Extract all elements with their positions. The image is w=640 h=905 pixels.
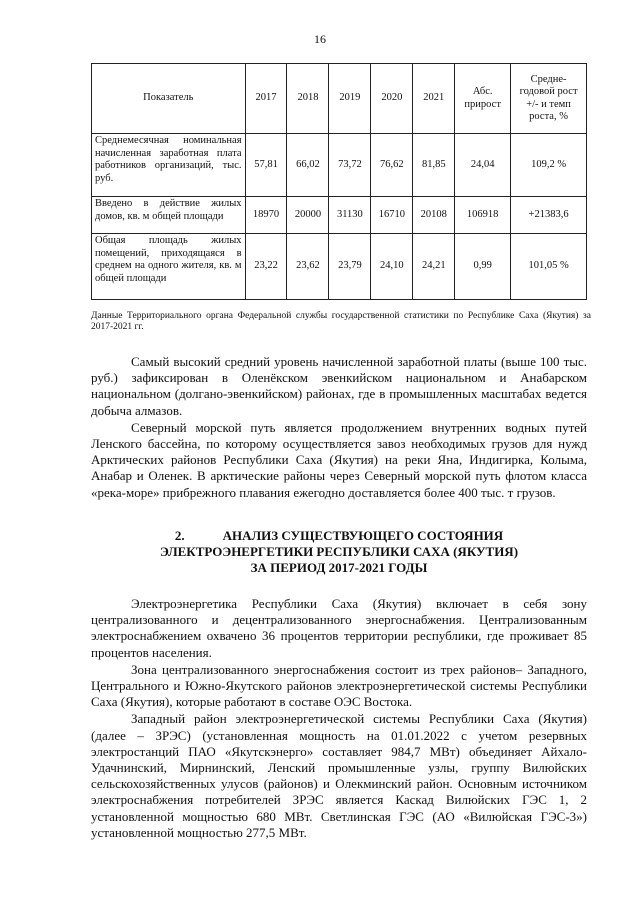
cell-value: 109,2 % — [511, 134, 587, 197]
cell-value: 23,79 — [329, 234, 371, 300]
header-2017: 2017 — [245, 64, 287, 134]
cell-value: 20108 — [413, 197, 455, 234]
header-2019: 2019 — [329, 64, 371, 134]
cell-value: 101,05 % — [511, 234, 587, 300]
cell-value: 24,04 — [455, 134, 511, 197]
header-indicator: Показатель — [92, 64, 246, 134]
section-heading — [91, 528, 587, 577]
paragraph: Самый высокий средний уровень начисленной заработной платы (выше 100 тыс. руб.) зафиксирован в Оленёкском эвенкийском национальном и Анабарском национальном (долгано-эвенкийском) районах, где в промышленных масштабах ведется добыча алмазов. — [91, 354, 587, 418]
table-header-row — [92, 64, 587, 134]
table-row — [92, 197, 587, 234]
section-number: 2. — [174, 528, 185, 543]
cell-value: 106918 — [455, 197, 511, 234]
cell-value: 24,10 — [371, 234, 413, 300]
header-2021: 2021 — [413, 64, 455, 134]
row-label: Среднемесячная номинальная начисленная заработная плата работников организаций, тыс. руб. — [92, 134, 246, 197]
table-row — [92, 234, 587, 300]
paragraph: Северный морской путь является продолжением внутренних водных путей Ленского бассейна, по которому осуществляется завоз необходимых грузов для нужд Арктических районов Республики Саха (Якутия) на реки Яна, Индигирка, Колыма, Анабар и Оленек. В арктические районы через Северный морской путь флотом класса «река-море» прибрежного плавания ежегодно доставляется более 400 тыс. т грузов. — [91, 419, 587, 500]
cell-value: 23,22 — [245, 234, 287, 300]
cell-value: 76,62 — [371, 134, 413, 197]
cell-value: 24,21 — [413, 234, 455, 300]
heading-line-3: ЗА ПЕРИОД 2017-2021 ГОДЫ — [250, 560, 428, 576]
cell-value: 31130 — [329, 197, 371, 234]
header-abs-growth: Абс. прирост — [455, 64, 511, 134]
heading-line-1: 2. АНАЛИЗ СУЩЕСТВУЮЩЕГО СОСТОЯНИЯ — [174, 528, 504, 543]
page-number: 16 — [314, 32, 326, 46]
top-text-block — [91, 354, 587, 502]
row-label: Введено в действие жилых домов, кв. м общей площади — [92, 197, 246, 234]
header-avg-growth: Средне-годовой рост +/- и темп роста, % — [511, 64, 587, 134]
cell-value: 57,81 — [245, 134, 287, 197]
cell-value: 16710 — [371, 197, 413, 234]
cell-value: +21383,6 — [511, 197, 587, 234]
bottom-text-block — [91, 596, 587, 842]
cell-value: 81,85 — [413, 134, 455, 197]
paragraph: Западный район электроэнергетической системы Республики Саха (Якутия) (далее – ЗРЭС) (установленная мощность на 01.01.2022 с учетом резервных электростанций ПАО «Якутскэнерго» составляет 984,7 МВт) объединяет Айхало-Удачнинский, Мирнинский, Ленский промышленные узлы, группу Вилюйских сельскохозяйственных улусов (районов) и Олекминский район. Основным источником электроснабжения потребителей ЗРЭС является Каскад Вилюйских ГЭС 1, 2 установленной мощностью 680 МВт. Светлинская ГЭС (АО «Вилюйская ГЭС-3») установленной мощностью 277,5 МВт. — [91, 711, 587, 840]
source-note: Данные Территориального органа Федеральной службы государственной статистики по Республике Саха (Якутия) за 2017-2021 гг. — [91, 311, 591, 332]
header-2020: 2020 — [371, 64, 413, 134]
heading-line-2: ЭЛЕКТРОЭНЕРГЕТИКИ РЕСПУБЛИКИ САХА (ЯКУТИЯ) — [159, 544, 519, 560]
cell-value: 66,02 — [287, 134, 329, 197]
table-row — [92, 134, 587, 197]
paragraph: Электроэнергетика Республики Саха (Якутия) включает в себя зону централизованного и децентрализованного энергоснабжения. Централизованным электроснабжением охвачено 36 процентов территории республики, где проживает 85 процентов населения. — [91, 596, 587, 660]
paragraph: Зона централизованного энергоснабжения состоит из трех районов– Западного, Центрального и Южно-Якутского районов электроэнергетической системы Республики Саха (Якутия), которые работают в составе ОЭС Востока. — [91, 661, 587, 710]
row-label: Общая площадь жилых помещений, приходящаяся в среднем на одного жителя, кв. м общей площади — [92, 234, 246, 300]
cell-value: 73,72 — [329, 134, 371, 197]
cell-value: 23,62 — [287, 234, 329, 300]
cell-value: 0,99 — [455, 234, 511, 300]
cell-value: 20000 — [287, 197, 329, 234]
statistics-table — [91, 63, 587, 300]
cell-value: 18970 — [245, 197, 287, 234]
header-2018: 2018 — [287, 64, 329, 134]
